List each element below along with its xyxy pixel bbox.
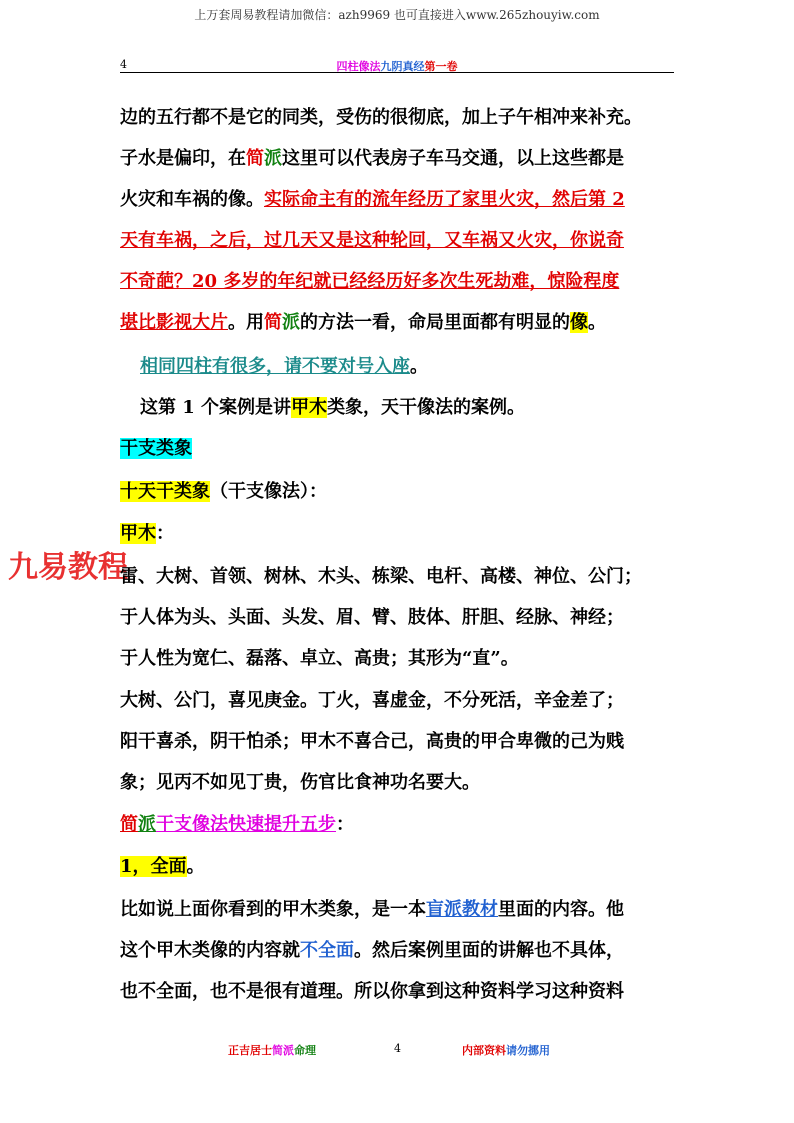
seg: 比如说上面你看到的甲木类象，是一本: [120, 899, 426, 920]
seg: 这第 1 个案例是讲: [140, 397, 292, 418]
top-promo-note: 上万套周易教程请加微信：azh9969 也可直接进入www.265zhouyiw.com: [194, 8, 600, 22]
seg-pai: 派: [138, 814, 156, 835]
header-page-number: 4: [120, 58, 127, 71]
seg-pai: 派: [282, 312, 300, 333]
text-line-21: [120, 939, 624, 963]
seg-mangpai-link: 盲派教材: [426, 899, 498, 920]
text-line-7: [140, 355, 428, 379]
seg-jian: 简: [264, 312, 282, 333]
header-title-a: 四柱像法: [336, 60, 381, 73]
seg: 。: [186, 856, 205, 877]
seg-five-steps: 干支像法快速提升五步: [156, 814, 336, 835]
seg: 里面的内容。他: [498, 899, 624, 920]
text-line-2: [120, 147, 624, 171]
seg: 这个甲木类像的内容就: [120, 940, 300, 961]
seg: 。然后案例里面的讲解也不具体，: [354, 940, 624, 961]
seg-disclaimer: 相同四柱有很多，请不要对号入座: [140, 356, 410, 377]
watermark-logo: 九易教程: [8, 550, 128, 585]
seg: （干支像法）：: [210, 481, 327, 502]
seg-highlight-tiangan: 十天干类象: [120, 481, 210, 502]
seg-jian: 简: [246, 148, 264, 169]
text-line-10: [120, 480, 327, 504]
heading-cyan-highlight: 干支类象: [120, 438, 192, 459]
text-line-13: 于人体为头、头面、头发、眉、臂、肢体、肝胆、经脉、神经；: [120, 607, 624, 628]
header-title: [120, 58, 674, 74]
page-header: [120, 56, 674, 73]
header-title-c: 第一卷: [424, 60, 458, 73]
seg-underlined-red: 堪比影视大片: [120, 312, 228, 333]
seg: ：: [336, 814, 354, 835]
seg-highlight-jiamu: 甲木: [291, 397, 328, 418]
seg: ：: [156, 523, 174, 544]
seg: 这里可以代表房子车马交通，以上这些都是: [282, 148, 624, 169]
text-line-15: 大树、公门，喜见庚金。丁火，喜虚金，不分死活，辛金差了；: [120, 690, 624, 711]
text-line-5: 不奇葩？20 多岁的年纪就已经经历好多次生死劫难，惊险程度: [120, 271, 620, 292]
text-line-17: 象；见丙不如见丁贵，伤官比食神功名要大。: [120, 772, 480, 793]
text-line-11: [120, 522, 174, 546]
text-line-1: 边的五行都不是它的同类，受伤的很彻底，加上子午相冲来补充。: [120, 107, 642, 128]
text-line-20: [120, 898, 624, 922]
text-line-19: [120, 855, 205, 879]
text-line-16: 阳干喜杀，阴干怕杀；甲木不喜合己，高贵的甲合卑微的己为贱: [120, 731, 624, 752]
seg: 火灾和车祸的像。: [120, 189, 264, 210]
seg-highlight-step1: 1，全面: [120, 856, 187, 877]
footer-school: 简派: [272, 1044, 294, 1057]
footer-nomisuse: 请勿挪用: [506, 1044, 550, 1057]
section-heading-ganzhi: [120, 437, 192, 461]
footer-page-number: 4: [394, 1042, 401, 1055]
footer-right: [462, 1042, 550, 1058]
seg: 。: [410, 356, 428, 377]
text-line-22: 也不全面，也不是很有道理。所以你拿到这种资料学习这种资料: [120, 981, 624, 1002]
seg-jian: 简: [120, 814, 138, 835]
seg: 子水是偏印，在: [120, 148, 246, 169]
footer-left: [228, 1042, 316, 1058]
footer-author: 正吉居士: [228, 1044, 272, 1057]
seg-underlined-red: 实际命主有的流年经历了家里火灾，然后第 2: [264, 189, 625, 210]
header-title-b: 九阴真经: [380, 60, 425, 73]
seg-highlight-xiang: 像: [570, 312, 588, 333]
text-line-8: [140, 396, 525, 420]
seg-highlight-jiamu: 甲木: [120, 523, 156, 544]
text-line-4: 天有车祸，之后，过几天又是这种轮回，又车祸又火灾，你说奇: [120, 230, 624, 251]
seg-not-complete: 不全面: [300, 940, 354, 961]
text-line-18: [120, 813, 354, 837]
seg: 。: [588, 312, 606, 333]
seg: 类象，天干像法的案例。: [327, 397, 526, 418]
footer-internal: 内部资料: [462, 1044, 506, 1057]
text-line-14: 于人性为宽仁、磊落、卓立、高贵；其形为“直”。: [120, 648, 519, 669]
seg: 的方法一看，命局里面都有明显的: [300, 312, 570, 333]
seg-pai: 派: [264, 148, 282, 169]
seg: 。用: [228, 312, 264, 333]
footer-mingli: 命理: [294, 1044, 316, 1057]
text-line-6: [120, 311, 606, 335]
text-line-3: [120, 188, 625, 212]
text-line-12: 雷、大树、首领、树林、木头、栋梁、电杆、高楼、神位、公门；: [120, 566, 642, 587]
